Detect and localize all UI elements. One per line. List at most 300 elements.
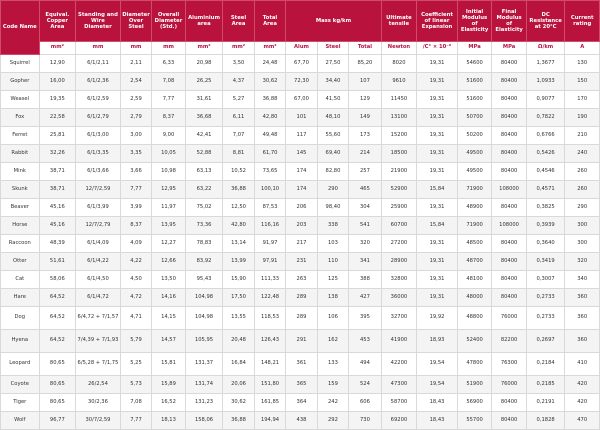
cell-overall-diameter: 12,95: [152, 181, 186, 199]
cell-overall-diameter: 15,81: [152, 353, 186, 376]
cell-mass-steel: 138: [317, 289, 348, 307]
cell-stranding: 7/4,39 + 7/1,93: [76, 330, 121, 353]
table-body: [1, 55, 600, 430]
cell-current-rating: 410: [565, 353, 600, 376]
cell-steel-diameter: 3,35: [120, 145, 151, 163]
cell-mass-total: 257: [349, 163, 381, 181]
cell-steel-diameter: 2,59: [120, 91, 151, 109]
cell-final-modulus: 80400: [492, 163, 527, 181]
cell-copper-area: 19,35: [39, 91, 76, 109]
cell-mass-alum: 263: [286, 271, 317, 289]
cell-total-area: 118,53: [254, 307, 285, 330]
cell-mass-total: 129: [349, 91, 381, 109]
cell-overall-diameter: 6,33: [152, 55, 186, 73]
cell-steel-diameter: 3,66: [120, 163, 151, 181]
cell-copper-area: 96,77: [39, 412, 76, 430]
cell-aluminium-area: 104,98: [185, 289, 223, 307]
header-row: [1, 1, 600, 42]
cell-current-rating: 130: [565, 55, 600, 73]
unit-mass-alum: Alum: [286, 42, 317, 55]
cell-copper-area: 80,65: [39, 376, 76, 394]
cell-mass-steel: 125: [317, 271, 348, 289]
unit-copper: mm²: [39, 42, 76, 55]
cell-mass-steel: 27,50: [317, 55, 348, 73]
cell-aluminium-area: 20,98: [185, 55, 223, 73]
cell-current-rating: 300: [565, 217, 600, 235]
cell-mass-steel: 159: [317, 376, 348, 394]
cell-final-modulus: 80400: [492, 199, 527, 217]
cell-steel-area: 42,80: [223, 217, 254, 235]
unit-row: [1, 42, 600, 55]
cell-total-area: 36,88: [254, 91, 285, 109]
cell-initial-modulus: 54600: [457, 55, 492, 73]
cell-steel-diameter: 5,79: [120, 330, 151, 353]
cell-final-modulus: 76000: [492, 376, 527, 394]
cell-current-rating: 260: [565, 181, 600, 199]
cell-mass-alum: 206: [286, 199, 317, 217]
cell-tensile: 41900: [381, 330, 417, 353]
cell-final-modulus: 80400: [492, 394, 527, 412]
cell-expansion: 19,54: [417, 353, 458, 376]
unit-initial-modulus: MPa: [457, 42, 492, 55]
cell-mass-steel: 34,40: [317, 73, 348, 91]
cell-code-name: Skunk: [1, 181, 40, 199]
unit-stranding: mm: [76, 42, 121, 55]
cell-initial-modulus: 48700: [457, 253, 492, 271]
cell-stranding: 26/2,54: [76, 376, 121, 394]
header-final-modulus: Final Modulus of Elasticity: [492, 1, 527, 42]
cell-steel-area: 12,50: [223, 199, 254, 217]
cell-dc-resistance: 0,4546: [526, 163, 565, 181]
header-current-rating: Current rating: [565, 1, 600, 42]
header-code-name: Code Name: [1, 1, 40, 55]
cell-expansion: 19,31: [417, 253, 458, 271]
table-row: [1, 127, 600, 145]
cell-dc-resistance: 0,6766: [526, 127, 565, 145]
cell-expansion: 18,43: [417, 412, 458, 430]
cell-total-area: 91,97: [254, 235, 285, 253]
cell-total-area: 73,65: [254, 163, 285, 181]
cell-overall-diameter: 13,50: [152, 271, 186, 289]
cell-mass-total: 494: [349, 353, 381, 376]
cell-mass-alum: 291: [286, 330, 317, 353]
cell-aluminium-area: 131,74: [185, 376, 223, 394]
cell-dc-resistance: 0,2184: [526, 353, 565, 376]
cell-dc-resistance: 0,2185: [526, 376, 565, 394]
cell-mass-alum: 289: [286, 307, 317, 330]
table-row: [1, 109, 600, 127]
cell-overall-diameter: 16,52: [152, 394, 186, 412]
cell-mass-steel: 55,60: [317, 127, 348, 145]
cell-code-name: Tiger: [1, 394, 40, 412]
cell-current-rating: 170: [565, 91, 600, 109]
cell-initial-modulus: 50700: [457, 109, 492, 127]
cell-steel-area: 13,99: [223, 253, 254, 271]
cell-overall-diameter: 14,16: [152, 289, 186, 307]
cell-current-rating: 340: [565, 271, 600, 289]
cell-mass-steel: 106: [317, 307, 348, 330]
cell-mass-alum: 174: [286, 181, 317, 199]
cell-aluminium-area: 31,61: [185, 91, 223, 109]
header-stranding: Standing and Wire Diameter: [76, 1, 121, 42]
cell-dc-resistance: 0,2191: [526, 394, 565, 412]
cell-stranding: 6/1/3,99: [76, 199, 121, 217]
cell-steel-area: 13,14: [223, 235, 254, 253]
cell-copper-area: 64,52: [39, 307, 76, 330]
cell-code-name: Horse: [1, 217, 40, 235]
cell-stranding: 12/7/2,79: [76, 217, 121, 235]
cell-stranding: 30/2,36: [76, 394, 121, 412]
table-row: [1, 235, 600, 253]
cell-mass-total: 85,20: [349, 55, 381, 73]
cell-mass-alum: 217: [286, 235, 317, 253]
table-row: [1, 145, 600, 163]
cell-initial-modulus: 71900: [457, 217, 492, 235]
cell-current-rating: 360: [565, 330, 600, 353]
cell-expansion: 19,31: [417, 235, 458, 253]
cell-mass-steel: 110: [317, 253, 348, 271]
cell-stranding: 6/1/4,50: [76, 271, 121, 289]
table-row: [1, 73, 600, 91]
cell-stranding: 6/1/2,59: [76, 91, 121, 109]
cell-total-area: 30,62: [254, 73, 285, 91]
cell-current-rating: 260: [565, 163, 600, 181]
unit-mass-total: Total: [349, 42, 381, 55]
header-steel-diameter: Diameter Over Steel: [120, 1, 151, 42]
cell-current-rating: 240: [565, 145, 600, 163]
cell-steel-diameter: 5,25: [120, 353, 151, 376]
cell-overall-diameter: 10,98: [152, 163, 186, 181]
cell-stranding: 6/1/3,00: [76, 127, 121, 145]
cell-mass-total: 524: [349, 376, 381, 394]
cell-copper-area: 80,65: [39, 394, 76, 412]
cell-expansion: 15,84: [417, 181, 458, 199]
cell-dc-resistance: 0,4571: [526, 181, 565, 199]
cell-aluminium-area: 105,95: [185, 330, 223, 353]
unit-current: A: [565, 42, 600, 55]
cell-code-name: Fox: [1, 109, 40, 127]
cell-tensile: 18500: [381, 145, 417, 163]
cell-steel-diameter: 7,77: [120, 181, 151, 199]
cell-code-name: Ferret: [1, 127, 40, 145]
cell-steel-area: 13,55: [223, 307, 254, 330]
cell-steel-diameter: 2,11: [120, 55, 151, 73]
table-row: [1, 271, 600, 289]
cell-overall-diameter: 11,97: [152, 199, 186, 217]
cell-mass-total: 427: [349, 289, 381, 307]
cell-code-name: Gopher: [1, 73, 40, 91]
cell-tensile: 28900: [381, 253, 417, 271]
cell-tensile: 8020: [381, 55, 417, 73]
cell-final-modulus: 80400: [492, 253, 527, 271]
cell-tensile: 25900: [381, 199, 417, 217]
cell-code-name: Coyote: [1, 376, 40, 394]
cell-tensile: 21900: [381, 163, 417, 181]
cell-tensile: 32700: [381, 307, 417, 330]
cell-tensile: 15200: [381, 127, 417, 145]
header-initial-modulus: Initial Modulus of Elasticity: [457, 1, 492, 42]
cell-mass-total: 465: [349, 181, 381, 199]
cell-steel-area: 4,37: [223, 73, 254, 91]
cell-steel-diameter: 4,22: [120, 253, 151, 271]
cell-dc-resistance: 0,3007: [526, 271, 565, 289]
unit-total-area: mm²: [254, 42, 285, 55]
cell-expansion: 19,31: [417, 199, 458, 217]
unit-overall: mm: [152, 42, 186, 55]
cell-initial-modulus: 50200: [457, 127, 492, 145]
cell-copper-area: 48,39: [39, 235, 76, 253]
cell-dc-resistance: 0,3419: [526, 253, 565, 271]
cell-mass-alum: 67,00: [286, 91, 317, 109]
table-row: [1, 199, 600, 217]
cell-dc-resistance: 0,3825: [526, 199, 565, 217]
cell-steel-diameter: 2,54: [120, 73, 151, 91]
cell-current-rating: 320: [565, 253, 600, 271]
cell-copper-area: 64,52: [39, 289, 76, 307]
cell-total-area: 194,94: [254, 412, 285, 430]
cell-mass-steel: 162: [317, 330, 348, 353]
cell-initial-modulus: 48900: [457, 199, 492, 217]
cell-stranding: 6/1/4,22: [76, 253, 121, 271]
cell-total-area: 100,10: [254, 181, 285, 199]
cell-steel-diameter: 8,37: [120, 217, 151, 235]
cell-stranding: 12/7/2,59: [76, 181, 121, 199]
cell-code-name: Weasel: [1, 91, 40, 109]
cell-stranding: 6/1/4,09: [76, 235, 121, 253]
cell-total-area: 97,91: [254, 253, 285, 271]
cell-overall-diameter: 12,27: [152, 235, 186, 253]
cell-total-area: 61,70: [254, 145, 285, 163]
cell-mass-steel: 41,50: [317, 91, 348, 109]
cell-expansion: 19,31: [417, 127, 458, 145]
cell-mass-steel: 48,10: [317, 109, 348, 127]
cell-stranding: 6/1/3,66: [76, 163, 121, 181]
cell-tensile: 60700: [381, 217, 417, 235]
cell-total-area: 42,80: [254, 109, 285, 127]
cell-expansion: 19,31: [417, 289, 458, 307]
cell-dc-resistance: 1,0933: [526, 73, 565, 91]
cell-mass-total: 395: [349, 307, 381, 330]
cell-initial-modulus: 71900: [457, 181, 492, 199]
cell-initial-modulus: 51600: [457, 73, 492, 91]
table-row: [1, 330, 600, 353]
cell-expansion: 19,31: [417, 91, 458, 109]
cell-copper-area: 64,52: [39, 330, 76, 353]
cell-current-rating: 360: [565, 289, 600, 307]
cell-initial-modulus: 49500: [457, 145, 492, 163]
cell-steel-area: 3,50: [223, 55, 254, 73]
cell-copper-area: 80,65: [39, 353, 76, 376]
cell-dc-resistance: 0,3939: [526, 217, 565, 235]
unit-dc: Ω/km: [526, 42, 565, 55]
cell-mass-steel: 133: [317, 353, 348, 376]
cell-total-area: 161,85: [254, 394, 285, 412]
cell-mass-alum: 174: [286, 163, 317, 181]
header-tensile: Ultimate tensile: [381, 1, 417, 42]
cell-initial-modulus: 47800: [457, 353, 492, 376]
cell-overall-diameter: 10,05: [152, 145, 186, 163]
header-total-area: Total Area: [254, 1, 285, 42]
cell-overall-diameter: 8,37: [152, 109, 186, 127]
cell-mass-alum: 145: [286, 145, 317, 163]
cell-expansion: 15,84: [417, 217, 458, 235]
cell-total-area: 126,43: [254, 330, 285, 353]
table-row: [1, 217, 600, 235]
unit-steel-area: mm²: [223, 42, 254, 55]
cell-tensile: 11450: [381, 91, 417, 109]
cell-aluminium-area: 63,22: [185, 181, 223, 199]
cell-copper-area: 45,16: [39, 199, 76, 217]
cell-steel-area: 6,11: [223, 109, 254, 127]
cell-aluminium-area: 158,06: [185, 412, 223, 430]
cell-final-modulus: 80400: [492, 55, 527, 73]
cell-steel-diameter: 3,00: [120, 127, 151, 145]
cell-code-name: Hare: [1, 289, 40, 307]
cell-steel-diameter: 4,71: [120, 307, 151, 330]
table-row: [1, 289, 600, 307]
cell-mass-steel: 292: [317, 412, 348, 430]
unit-final-modulus: MPa: [492, 42, 527, 55]
cell-overall-diameter: 9,00: [152, 127, 186, 145]
table-row: [1, 91, 600, 109]
cell-total-area: 87,53: [254, 199, 285, 217]
cell-initial-modulus: 49500: [457, 163, 492, 181]
cell-initial-modulus: 51600: [457, 91, 492, 109]
cell-overall-diameter: 18,13: [152, 412, 186, 430]
cell-mass-total: 214: [349, 145, 381, 163]
cell-tensile: 36000: [381, 289, 417, 307]
cell-tensile: 13100: [381, 109, 417, 127]
cell-initial-modulus: 56900: [457, 394, 492, 412]
cell-mass-alum: 231: [286, 253, 317, 271]
header-dc-resistance: DC Resistance at 20°C: [526, 1, 565, 42]
cell-mass-steel: 290: [317, 181, 348, 199]
cell-final-modulus: 80400: [492, 235, 527, 253]
cell-aluminium-area: 78,83: [185, 235, 223, 253]
cell-final-modulus: 76000: [492, 307, 527, 330]
cell-steel-area: 30,62: [223, 394, 254, 412]
cell-copper-area: 38,71: [39, 181, 76, 199]
cell-overall-diameter: 14,57: [152, 330, 186, 353]
cell-steel-area: 20,06: [223, 376, 254, 394]
cell-initial-modulus: 52400: [457, 330, 492, 353]
cell-mass-alum: 365: [286, 376, 317, 394]
cell-tensile: 47300: [381, 376, 417, 394]
cell-steel-area: 8,81: [223, 145, 254, 163]
cell-steel-area: 16,84: [223, 353, 254, 376]
cell-dc-resistance: 0,1828: [526, 412, 565, 430]
cell-copper-area: 32,26: [39, 145, 76, 163]
cell-steel-diameter: 7,77: [120, 412, 151, 430]
header-copper-area: Equival. Copper Area: [39, 1, 76, 42]
header-mass: Mass kg/km: [286, 1, 381, 42]
cell-mass-steel: 242: [317, 394, 348, 412]
cell-final-modulus: 76300: [492, 353, 527, 376]
cell-mass-total: 320: [349, 235, 381, 253]
cell-dc-resistance: 0,2733: [526, 289, 565, 307]
cell-mass-steel: 103: [317, 235, 348, 253]
table-row: [1, 353, 600, 376]
cell-steel-area: 15,90: [223, 271, 254, 289]
unit-aluminium-area: mm²: [185, 42, 223, 55]
cell-aluminium-area: 36,68: [185, 109, 223, 127]
cell-dc-resistance: 0,5426: [526, 145, 565, 163]
cell-tensile: 27200: [381, 235, 417, 253]
cell-dc-resistance: 0,2697: [526, 330, 565, 353]
cell-expansion: 19,31: [417, 109, 458, 127]
table-row: [1, 253, 600, 271]
cell-aluminium-area: 52,88: [185, 145, 223, 163]
cell-final-modulus: 80400: [492, 145, 527, 163]
cell-aluminium-area: 75,02: [185, 199, 223, 217]
cell-total-area: 24,48: [254, 55, 285, 73]
cell-code-name: Mink: [1, 163, 40, 181]
cell-mass-alum: 72,30: [286, 73, 317, 91]
cell-current-rating: 470: [565, 412, 600, 430]
cell-overall-diameter: 15,89: [152, 376, 186, 394]
cell-expansion: 19,31: [417, 55, 458, 73]
cell-dc-resistance: 0,7822: [526, 109, 565, 127]
cell-tensile: 32800: [381, 271, 417, 289]
unit-steel-diameter: mm: [120, 42, 151, 55]
cell-code-name: Dog: [1, 307, 40, 330]
cell-tensile: 58700: [381, 394, 417, 412]
cell-mass-total: 453: [349, 330, 381, 353]
cell-final-modulus: 80400: [492, 91, 527, 109]
cell-expansion: 19,92: [417, 307, 458, 330]
cell-dc-resistance: 1,3677: [526, 55, 565, 73]
cell-stranding: 6/1/4,72: [76, 289, 121, 307]
cell-copper-area: 25,81: [39, 127, 76, 145]
cell-steel-area: 10,52: [223, 163, 254, 181]
cell-current-rating: 210: [565, 127, 600, 145]
cell-tensile: 42200: [381, 353, 417, 376]
cell-expansion: 19,31: [417, 145, 458, 163]
cell-initial-modulus: 55700: [457, 412, 492, 430]
cell-steel-diameter: 4,72: [120, 289, 151, 307]
cell-current-rating: 360: [565, 307, 600, 330]
header-steel-area: Steel Area: [223, 1, 254, 42]
header-expansion: Coefficient of linear Expansion: [417, 1, 458, 42]
header-overall-diameter: Overall Diameter (Std.): [152, 1, 186, 42]
cell-copper-area: 45,16: [39, 217, 76, 235]
cell-total-area: 151,80: [254, 376, 285, 394]
cell-total-area: 148,21: [254, 353, 285, 376]
cell-total-area: 116,16: [254, 217, 285, 235]
cell-steel-diameter: 2,79: [120, 109, 151, 127]
cell-overall-diameter: 12,66: [152, 253, 186, 271]
cell-mass-total: 107: [349, 73, 381, 91]
cell-copper-area: 58,06: [39, 271, 76, 289]
cell-code-name: Hyena: [1, 330, 40, 353]
cell-mass-total: 149: [349, 109, 381, 127]
cell-code-name: Cat: [1, 271, 40, 289]
table-row: [1, 55, 600, 73]
cell-mass-steel: 69,40: [317, 145, 348, 163]
cell-copper-area: 22,58: [39, 109, 76, 127]
cell-aluminium-area: 104,98: [185, 307, 223, 330]
cell-code-name: Beaver: [1, 199, 40, 217]
cell-dc-resistance: 0,3640: [526, 235, 565, 253]
cell-steel-diameter: 4,09: [120, 235, 151, 253]
table-row: [1, 307, 600, 330]
cell-dc-resistance: 0,2733: [526, 307, 565, 330]
cell-stranding: 6/5,28 + 7/1,75: [76, 353, 121, 376]
cell-aluminium-area: 26,25: [185, 73, 223, 91]
cell-expansion: 19,31: [417, 163, 458, 181]
cell-expansion: 19,31: [417, 73, 458, 91]
cell-mass-total: 341: [349, 253, 381, 271]
